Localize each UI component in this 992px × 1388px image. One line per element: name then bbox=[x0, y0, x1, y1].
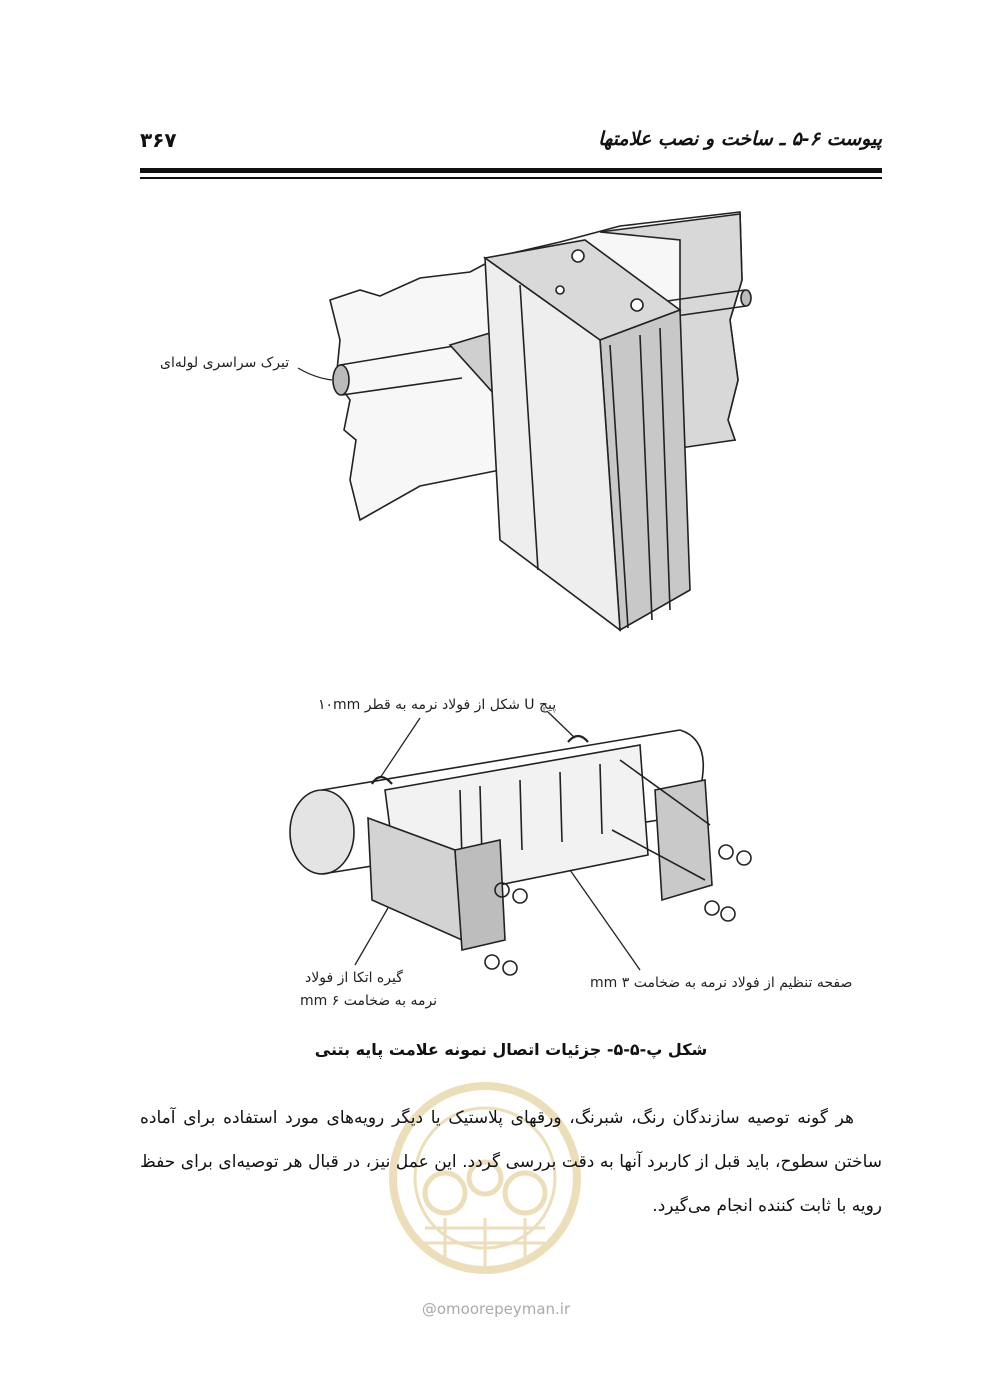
leader-ubolt-left bbox=[380, 718, 420, 778]
label-plate: صفحه تنظیم از فولاد نرمه به ضخامت ۳ mm bbox=[590, 975, 853, 991]
label-bracket-line2: نرمه به ضخامت ۶ mm bbox=[300, 993, 438, 1009]
leader-pipe bbox=[298, 368, 332, 380]
leader-bracket bbox=[355, 908, 388, 965]
page-number: ۳۶۷ bbox=[140, 128, 177, 152]
footer-watermark-url bbox=[0, 1300, 992, 1318]
body-text bbox=[140, 1096, 882, 1228]
label-pipe: تیرک سراسری لوله‌ای bbox=[160, 355, 290, 371]
label-bracket-line1: گیره اتکا از فولاد bbox=[305, 970, 403, 986]
bracket-detail-illustration bbox=[290, 730, 751, 975]
leader-ubolt-right bbox=[548, 712, 575, 738]
body-paragraph: هر گونه توصیه سازندگان رنگ، شبرنگ، ورقهای پلاستیک یا دیگر رویه‌های مورد استفاده برای آماده ساختن سطوح، باید قبل از کاربرد آنها به دقت بررسی گردد. این عمل نیز، در قبال هر توصیه‌ای برای حفظ رویه با ثابت کننده انجام می‌گیرد. bbox=[140, 1108, 882, 1216]
sign-panel-illustration bbox=[330, 212, 751, 630]
footer-url-text: omoorepeyman.ir bbox=[436, 1300, 571, 1318]
label-ubolt: پیچ U شکل از فولاد نرمه به قطر ۱۰mm bbox=[318, 697, 557, 713]
section-title: پیوست ۶-۵ ـ ساخت و نصب علامتها bbox=[598, 128, 882, 150]
leader-plate bbox=[570, 870, 640, 970]
figure-caption: شکل پ-۵-۵- جزئیات اتصال نمونه علامت پایه بتنی bbox=[314, 1040, 708, 1059]
at-icon: @ bbox=[421, 1300, 437, 1318]
